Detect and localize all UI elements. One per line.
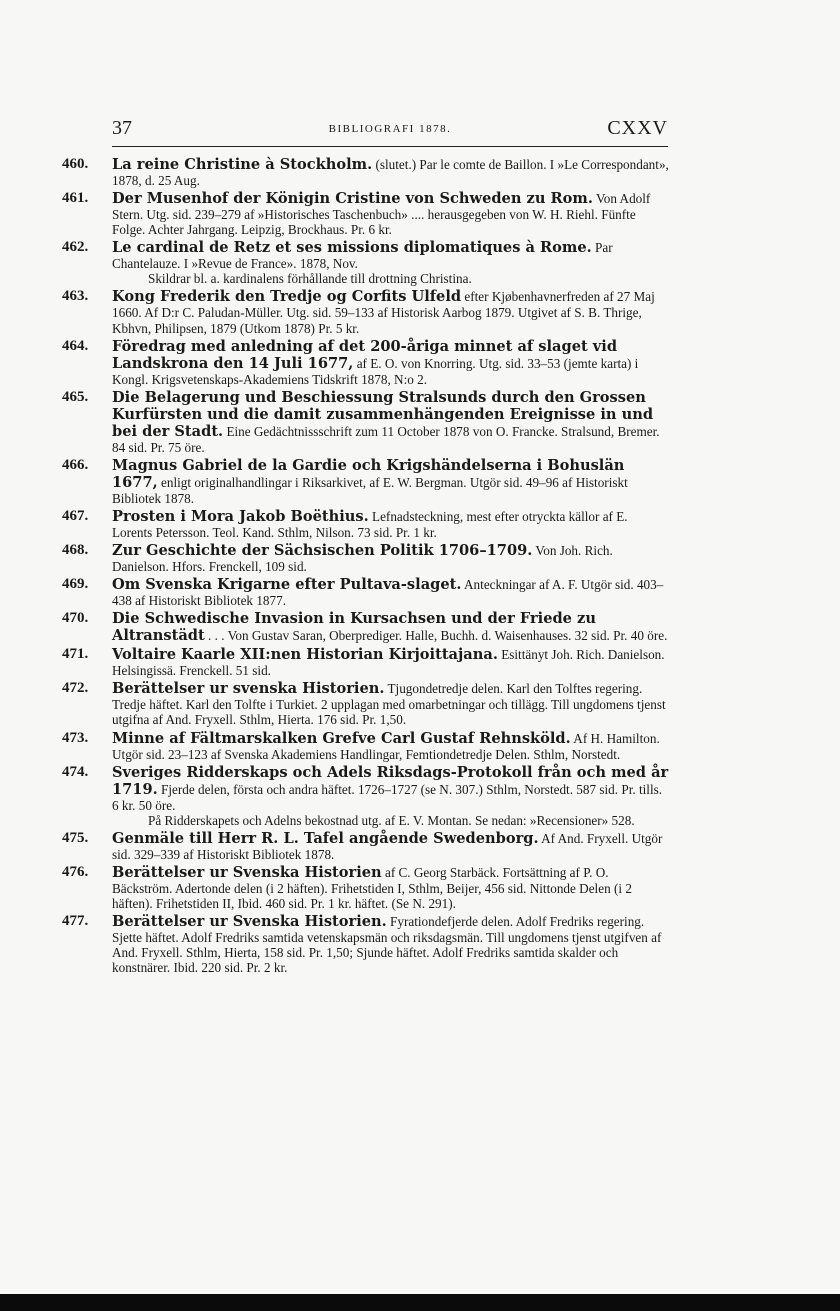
entry-text: efter Kjøbenhavnerfreden af 27 Maj 1660. Af D:r C. Paludan-Müller. Utg. sid. 59–133 af Historisk Aarbog 1879. Utgivet af S. B. Thrige, Kbhvn, Philipsen, 1879 (Utkom 1878) Pr. 5 kr. <box>112 289 655 336</box>
entry-body <box>112 239 670 271</box>
entry-title: Die Belagerung und Beschiessung Stralsunds durch den Grossen Kurfürsten und die damit zusammenhängenden Ereignisse in und bei der Stadt. <box>112 388 654 440</box>
entry-body <box>112 830 670 862</box>
entry-title: Berättelser ur Svenska Historien. <box>112 913 387 931</box>
entry-text: af C. Georg Starbäck. Fortsättning af P. O. Bäckström. Adertonde delen (i 2 häften). Frihetstiden I, Sthlm, Beijer, 456 sid. Nittonde Delen (i 2 häften). Frihetstiden II, Ibid. 460 sid. Pr. 1 kr. häftet. (Se N. 291). <box>112 864 632 911</box>
entry-text: Lefnadsteckning, mest efter otryckta källor af E. Lorents Petersson. Teol. Kand. Sthlm, Nilson. 73 sid. Pr. 1 kr. <box>112 508 628 540</box>
bibliography-entry <box>62 288 670 335</box>
entry-body <box>112 764 670 813</box>
bibliography-entry <box>62 913 670 975</box>
entry-number: 461. <box>62 190 89 207</box>
entry-number: 467. <box>62 507 89 524</box>
entry-number: 464. <box>62 337 89 354</box>
entry-number: 472. <box>62 680 89 697</box>
entry-title: Der Musenhof der Königin Cristine von Schweden zu Rom. <box>112 190 593 208</box>
entry-number: 473. <box>62 729 89 746</box>
bibliography-entries <box>62 156 670 977</box>
entry-body <box>112 338 670 387</box>
entry-body <box>112 730 670 762</box>
header-rule <box>112 146 668 147</box>
entry-number: 460. <box>62 156 89 172</box>
entry-title: La reine Christine à Stockholm. <box>112 156 373 173</box>
bibliography-entry <box>62 576 670 608</box>
entry-text: Eine Gedächtnissschrift zum 11 October 1878 von O. Francke. Stralsund, Bremer. 84 sid. Pr. 75 öre. <box>112 423 660 455</box>
entry-note: På Ridderskapets och Adelns bekostnad utg. af E. V. Montan. Se nedan: »Recensioner» 528. <box>148 812 635 828</box>
entry-body <box>112 288 670 335</box>
entry-text: Fyrationdefjerde delen. Adolf Fredriks regering. Sjette häftet. Adolf Fredriks samtida vetenskapsmän och riksdagsmän. Till ungdomens tjenst utgifven af And. Fryxell. Sthlm, Hierta, 158 sid. Pr. 1,50; Sjunde häftet. Adolf Fredriks samtida skalder och konstnärer. Ibid. 220 sid. Pr. 2 kr. <box>112 914 662 976</box>
bibliography-entry <box>62 542 670 574</box>
entry-note: Skildrar bl. a. kardinalens förhållande till drottning Christina. <box>148 271 472 287</box>
entry-title: Voltaire Kaarle XII:nen Historian Kirjoittajana. <box>112 646 498 664</box>
entry-number: 466. <box>62 456 89 473</box>
entry-number: 477. <box>62 913 89 930</box>
entry-number: 465. <box>62 388 89 405</box>
bibliography-entry <box>62 764 670 828</box>
entry-text: Von Adolf Stern. Utg. sid. 239–279 af »Historisches Taschenbuch» .... herausgegeben von W. H. Riehl. Fünfte Folge. Achter Jahrgang. Leipzig, Brockhaus. Pr. 6 kr. <box>112 191 651 238</box>
entry-text: Esittänyt Joh. Rich. Danielson. Helsingissä. Frenckell. 51 sid. <box>112 647 665 679</box>
entry-text: Von Joh. Rich. Danielson. Hfors. Frenckell, 109 sid. <box>112 543 613 575</box>
scan-border <box>0 1294 840 1311</box>
entry-title: Die Schwedische Invasion in Kursachsen und der Friede zu Altranstädt <box>112 610 596 645</box>
entry-title: Prosten i Mora Jakob Boëthius. <box>112 507 369 525</box>
entry-text: Af H. Hamilton. Utgör sid. 23–123 af Svenska Akademiens Handlingar, Femtiondetredje Delen. Sthlm, Norstedt. <box>112 730 660 762</box>
entry-number: 462. <box>62 239 89 256</box>
bibliography-entry <box>62 864 670 911</box>
page-header <box>112 117 668 141</box>
bibliography-entry <box>62 239 670 286</box>
bibliography-entry <box>62 508 670 540</box>
entry-title: Minne af Fältmarskalken Grefve Carl Gustaf Rehnsköld. <box>112 729 571 747</box>
entry-body <box>112 508 670 540</box>
entry-text: . . . Von Gustav Saran, Oberprediger. Halle, Buchh. d. Waisenhauses. 32 sid. Pr. 40 öre. <box>204 628 668 644</box>
entry-number: 463. <box>62 288 89 305</box>
bibliography-entry <box>62 389 670 455</box>
entry-number: 469. <box>62 576 89 593</box>
entry-number: 476. <box>62 863 89 880</box>
entry-number: 475. <box>62 829 89 846</box>
entry-body <box>112 190 670 237</box>
entry-body <box>112 576 670 608</box>
entry-body <box>112 389 670 455</box>
entry-title: Zur Geschichte der Sächsischen Politik 1706–1709. <box>112 542 533 560</box>
bibliography-entry <box>62 646 670 678</box>
bibliography-entry <box>62 830 670 862</box>
entry-text: Par Chantelauze. I »Revue de France». 1878, Nov. <box>112 240 613 272</box>
entry-title: Berättelser ur svenska Historien. <box>112 680 385 698</box>
entry-title: Sveriges Ridderskaps och Adels Riksdags-Protokoll från och med år 1719. <box>112 763 669 798</box>
entry-number: 474. <box>62 763 89 780</box>
entry-text: (slutet.) Par le comte de Baillon. I »Le Correspondant», 1878, d. 25 Aug. <box>112 157 669 188</box>
entry-title: Genmäle till Herr R. L. Tafel angående Swedenborg. <box>112 829 539 847</box>
entry-title: Föredrag med anledning af det 200-åriga minnet af slaget vid Landskrona den 14 Juli 1677, <box>112 337 618 372</box>
entry-body <box>112 646 670 678</box>
page-number: 37 <box>112 117 132 139</box>
entry-number: 468. <box>62 542 89 559</box>
entry-body <box>112 156 670 188</box>
entry-text: Tjugondetredje delen. Karl den Tolftes regering. Tredje häftet. Karl den Tolfte i Turkiet. 2 upplagan med omarbetningar och tillägg. Till ungdomens tjenst utgifna af And. Fryxell. Sthlm, Hierta. 176 sid. Pr. 1,50. <box>112 681 666 728</box>
entry-text: enligt originalhandlingar i Riksarkivet, af E. W. Bergman. Utgör sid. 49–96 af Historiskt Bibliotek 1878. <box>112 474 628 506</box>
entry-title: Berättelser ur Svenska Historien <box>112 863 382 881</box>
running-title: BIBLIOGRAFI 1878. <box>328 123 452 135</box>
entry-body <box>112 913 670 975</box>
entry-text: Anteckningar af A. F. Utgör sid. 403–438 af Historiskt Bibliotek 1877. <box>112 577 664 609</box>
bibliography-entry <box>62 338 670 387</box>
bibliography-entry <box>62 457 670 506</box>
roman-page-number: CXXV <box>607 117 668 139</box>
entry-body <box>112 610 670 644</box>
bibliography-entry <box>62 156 670 188</box>
entry-body <box>112 457 670 506</box>
entry-number: 471. <box>62 646 89 663</box>
entry-text: af E. O. von Knorring. Utg. sid. 33–53 (jemte karta) i Kongl. Krigsvetenskaps-Akademiens Tidskrift 1878, N:o 2. <box>112 355 639 387</box>
entry-text: Af And. Fryxell. Utgör sid. 329–339 af Historiskt Bibliotek 1878. <box>112 830 663 862</box>
bibliography-entry <box>62 190 670 237</box>
bibliography-entry <box>62 680 670 727</box>
bibliography-entry <box>62 730 670 762</box>
entry-title: Kong Frederik den Tredje og Corfits Ulfeld <box>112 288 462 306</box>
entry-title: Le cardinal de Retz et ses missions diplomatiques à Rome. <box>112 239 592 257</box>
entry-body <box>112 680 670 727</box>
bibliography-entry <box>62 610 670 644</box>
entry-body <box>112 542 670 574</box>
entry-body <box>112 864 670 911</box>
entry-number: 470. <box>62 610 89 627</box>
entry-title: Om Svenska Krigarne efter Pultava-slaget. <box>112 576 462 594</box>
entry-text: Fjerde delen, första och andra häftet. 1726–1727 (se N. 307.) Sthlm, Norstedt. 587 sid. Pr. tills. 6 kr. 50 öre. <box>112 781 663 813</box>
entry-title: Magnus Gabriel de la Gardie och Krigshändelserna i Bohuslän 1677, <box>112 456 625 491</box>
